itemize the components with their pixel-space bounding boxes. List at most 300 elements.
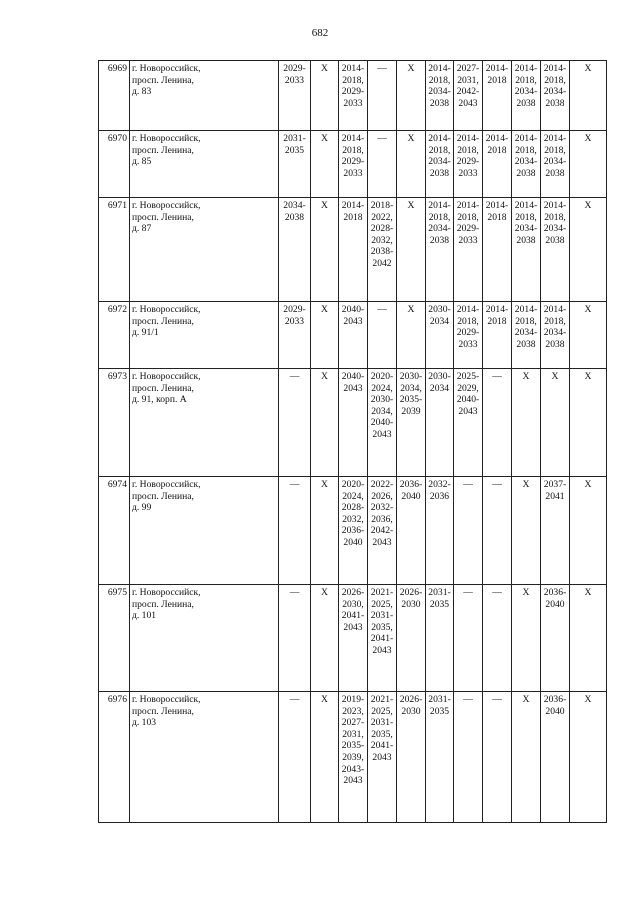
period-cell	[279, 131, 311, 198]
address-line: просп. Ленина,	[132, 315, 194, 327]
period-cell	[368, 61, 397, 131]
period-cell	[279, 585, 311, 692]
period-line: 2033	[284, 74, 305, 86]
period-line: 2023,	[342, 705, 364, 717]
period-line: 2034-	[543, 223, 567, 235]
period-line: X	[321, 304, 328, 315]
row-number-cell: 6971	[99, 198, 130, 302]
period-line: —	[377, 133, 387, 144]
period-line: 2024,	[371, 382, 393, 394]
period-line: 2027-	[456, 63, 480, 74]
period-line: 2027-	[341, 717, 365, 729]
period-cell	[483, 585, 512, 692]
period-cell	[483, 131, 512, 198]
period-line: 2025,	[371, 598, 393, 610]
period-line: 2043	[372, 644, 392, 656]
period-line: 2038	[284, 211, 305, 223]
period-cell	[541, 302, 570, 369]
period-line: 2020-	[370, 371, 394, 382]
period-line: 2034-	[428, 223, 451, 235]
period-line: 2035,	[371, 621, 393, 633]
period-line: X	[321, 371, 328, 382]
period-cell	[483, 302, 512, 369]
period-line: 2043	[372, 751, 392, 763]
period-line: X	[551, 371, 559, 382]
period-cell	[279, 198, 311, 302]
period-cell	[512, 302, 541, 369]
period-cell	[454, 198, 483, 302]
period-line: X	[407, 304, 415, 315]
period-line: —	[492, 479, 502, 490]
period-line: 2018	[487, 144, 507, 156]
period-line: 2018,	[515, 144, 537, 156]
period-cell	[397, 692, 426, 823]
period-line: 2037-	[543, 479, 567, 490]
period-cell	[368, 131, 397, 198]
period-line: X	[584, 371, 592, 382]
period-line: X	[584, 694, 592, 705]
period-cell	[339, 477, 368, 585]
period-cell	[311, 585, 339, 692]
period-line: 2043	[343, 775, 363, 787]
period-line: 2030	[401, 705, 421, 717]
period-line: 2014-	[341, 133, 365, 144]
period-line: 2038	[429, 167, 450, 179]
period-line: 2021-	[370, 694, 394, 705]
address-line: г. Новороссийск,	[132, 200, 201, 211]
period-line: 2038	[545, 97, 565, 109]
period-line: —	[463, 587, 473, 598]
period-line: 2014-	[485, 200, 509, 211]
period-line: 2043	[343, 621, 363, 633]
period-line: 2030	[401, 598, 421, 610]
period-cell	[541, 692, 570, 823]
period-cell	[397, 131, 426, 198]
period-line: 2038	[516, 234, 536, 246]
period-line: 2030,	[342, 598, 364, 610]
period-line: 2040-	[341, 371, 365, 382]
period-line: 2019-	[341, 694, 365, 705]
period-line: 2014-	[543, 133, 567, 144]
period-line: 2014-	[514, 63, 538, 74]
period-line: 2025-	[456, 371, 480, 382]
period-line: 2035,	[371, 728, 393, 740]
table-row	[99, 131, 607, 198]
period-line: 2014-	[428, 133, 451, 144]
period-line: 2042-	[370, 525, 394, 537]
period-line: 2039	[401, 405, 421, 417]
period-cell	[368, 477, 397, 585]
period-line: —	[289, 694, 300, 705]
period-cell	[454, 369, 483, 477]
period-cell	[426, 302, 454, 369]
address-line: просп. Ленина,	[132, 382, 194, 394]
period-cell	[397, 369, 426, 477]
period-cell	[311, 198, 339, 302]
period-line: 2014-	[485, 63, 509, 74]
period-line: 2042-	[456, 86, 480, 98]
period-cell	[279, 302, 311, 369]
period-cell	[483, 692, 512, 823]
period-line: 2014-	[428, 200, 451, 211]
period-cell	[512, 585, 541, 692]
period-cell	[397, 61, 426, 131]
period-line: 2031,	[342, 728, 364, 740]
period-line: 2035-	[341, 740, 365, 752]
period-cell	[311, 369, 339, 477]
period-cell	[339, 585, 368, 692]
period-line: 2030-	[428, 371, 451, 382]
period-line: 2026-	[399, 587, 423, 598]
period-line: 2014-	[341, 200, 365, 211]
period-line: 2014-	[341, 63, 365, 74]
period-line: 2018,	[342, 144, 364, 156]
period-line: 2014-	[456, 133, 480, 144]
period-line: 2038-	[370, 246, 394, 258]
period-cell	[570, 369, 607, 477]
period-cell	[454, 131, 483, 198]
table-row	[99, 692, 607, 823]
period-cell	[397, 302, 426, 369]
address-cell	[130, 131, 279, 198]
address-cell	[130, 302, 279, 369]
period-cell	[512, 692, 541, 823]
address-line: просп. Ленина,	[132, 598, 194, 610]
period-line: 2014-	[485, 133, 509, 144]
period-cell	[339, 131, 368, 198]
period-line: 2034	[429, 382, 450, 394]
period-line: 2033	[343, 97, 363, 109]
period-line: 2040	[545, 598, 565, 610]
period-line: —	[377, 63, 387, 74]
period-line: 2033	[458, 167, 478, 179]
period-cell	[311, 61, 339, 131]
address-cell	[130, 198, 279, 302]
period-line: X	[522, 587, 530, 598]
address-line: г. Новороссийск,	[132, 371, 201, 382]
period-line: X	[584, 200, 592, 211]
period-line: 2036-	[543, 587, 567, 598]
period-cell	[512, 369, 541, 477]
period-cell	[483, 61, 512, 131]
period-line: 2018,	[544, 211, 566, 223]
period-line: 2018,	[428, 144, 451, 156]
period-cell	[311, 302, 339, 369]
period-cell	[570, 692, 607, 823]
period-line: 2038	[516, 167, 536, 179]
row-number-cell: 6976	[99, 692, 130, 823]
period-cell	[426, 369, 454, 477]
address-line: д. 83	[132, 86, 152, 98]
period-line: 2018	[487, 211, 507, 223]
address-line: просп. Ленина,	[132, 211, 194, 223]
period-line: 2018	[487, 74, 507, 86]
period-line: 2022,	[371, 211, 393, 223]
period-line: 2038	[545, 234, 565, 246]
period-line: 2032-	[428, 479, 451, 490]
page-number: 682	[311, 27, 329, 39]
period-line: 2043	[372, 536, 392, 548]
address-line: г. Новороссийск,	[132, 694, 201, 705]
period-line: —	[377, 304, 387, 315]
period-line: 2029-	[283, 63, 306, 74]
table-body	[99, 61, 607, 823]
period-cell	[454, 477, 483, 585]
period-line: 2031-	[428, 587, 451, 598]
table-row	[99, 369, 607, 477]
period-line: 2014-	[456, 304, 480, 315]
period-line: —	[289, 371, 300, 382]
period-cell	[570, 198, 607, 302]
period-line: 2018,	[342, 74, 364, 86]
period-line: 2035	[429, 598, 450, 610]
period-cell	[426, 198, 454, 302]
period-line: 2028-	[341, 502, 365, 514]
period-line: 2029-	[283, 304, 306, 315]
period-line: 2014-	[543, 304, 567, 315]
period-line: 2034,	[371, 405, 393, 417]
period-cell	[570, 61, 607, 131]
period-line: 2035-	[399, 394, 423, 406]
address-cell	[130, 692, 279, 823]
period-cell	[512, 198, 541, 302]
period-line: 2014-	[543, 200, 567, 211]
period-cell	[339, 369, 368, 477]
period-line: —	[492, 694, 502, 705]
period-line: X	[407, 200, 415, 211]
period-cell	[454, 61, 483, 131]
period-line: 2030-	[399, 371, 423, 382]
period-line: 2018,	[428, 74, 451, 86]
table-row	[99, 477, 607, 585]
period-cell	[512, 131, 541, 198]
period-cell	[541, 61, 570, 131]
period-line: X	[522, 479, 530, 490]
period-line: 2020-	[341, 479, 365, 490]
period-cell	[570, 131, 607, 198]
period-line: 2033	[458, 234, 478, 246]
row-number-cell: 6973	[99, 369, 130, 477]
address-cell	[130, 369, 279, 477]
period-line: X	[321, 694, 328, 705]
period-line: 2029,	[457, 382, 479, 394]
table-row	[99, 302, 607, 369]
period-line: —	[492, 371, 502, 382]
period-line: X	[584, 133, 592, 144]
period-line: 2034-	[428, 156, 451, 168]
period-line: 2028-	[370, 223, 394, 235]
period-line: 2014-	[456, 200, 480, 211]
period-cell	[426, 61, 454, 131]
table-row	[99, 198, 607, 302]
period-cell	[279, 477, 311, 585]
period-line: 2018,	[544, 74, 566, 86]
period-line: 2040	[343, 536, 363, 548]
period-line: 2036,	[371, 513, 393, 525]
table-row	[99, 585, 607, 692]
address-cell	[130, 61, 279, 131]
address-cell	[130, 585, 279, 692]
period-line: 2038	[545, 167, 565, 179]
period-line: 2024,	[342, 490, 364, 502]
period-line: 2030-	[428, 304, 451, 315]
period-line: 2040-	[341, 304, 365, 315]
period-line: 2036-	[399, 479, 423, 490]
period-cell	[483, 477, 512, 585]
period-line: 2043-	[341, 763, 365, 775]
period-line: 2043	[458, 97, 478, 109]
address-line: г. Новороссийск,	[132, 133, 201, 144]
period-line: 2035	[429, 705, 450, 717]
period-line: 2018,	[457, 144, 479, 156]
period-line: 2018,	[544, 315, 566, 327]
period-line: 2031-	[370, 610, 394, 622]
period-cell	[541, 585, 570, 692]
period-line: 2038	[516, 338, 536, 350]
period-line: —	[289, 479, 300, 490]
period-line: —	[289, 587, 300, 598]
period-line: 2038	[545, 338, 565, 350]
address-line: д. 99	[132, 502, 152, 514]
period-cell	[570, 585, 607, 692]
address-line: г. Новороссийск,	[132, 63, 201, 74]
period-cell	[541, 198, 570, 302]
period-line: 2029-	[341, 86, 365, 98]
period-cell	[397, 477, 426, 585]
period-line: X	[321, 200, 328, 211]
period-line: 2033	[343, 167, 363, 179]
period-cell	[541, 131, 570, 198]
period-line: 2041	[545, 490, 565, 502]
period-line: X	[407, 133, 415, 144]
period-line: X	[522, 371, 530, 382]
period-line: 2031-	[370, 717, 394, 729]
address-line: просп. Ленина,	[132, 490, 194, 502]
period-line: 2040-	[370, 417, 394, 429]
address-line: д. 91/1	[132, 327, 159, 339]
period-line: 2032,	[371, 234, 393, 246]
period-cell	[426, 477, 454, 585]
period-line: X	[522, 694, 530, 705]
period-line: 2014-	[485, 304, 509, 315]
period-cell	[339, 198, 368, 302]
address-line: д. 87	[132, 223, 152, 235]
period-line: X	[584, 63, 592, 74]
period-line: 2031-	[283, 133, 306, 144]
period-line: 2014-	[543, 63, 567, 74]
period-line: 2018,	[544, 144, 566, 156]
period-cell	[339, 61, 368, 131]
period-line: 2032-	[370, 502, 394, 514]
period-line: X	[321, 479, 328, 490]
period-line: 2018,	[515, 211, 537, 223]
period-line: 2034-	[543, 156, 567, 168]
period-line: 2018,	[428, 211, 451, 223]
address-line: г. Новороссийск,	[132, 587, 201, 598]
period-line: 2038	[429, 97, 450, 109]
period-line: 2035	[284, 144, 305, 156]
period-line: 2018	[487, 315, 507, 327]
period-line: 2042	[372, 257, 392, 269]
period-line: 2018	[343, 211, 363, 223]
period-line: X	[321, 63, 328, 74]
period-line: 2040-	[456, 394, 480, 406]
period-line: —	[463, 694, 473, 705]
period-cell	[483, 198, 512, 302]
period-line: 2034,	[400, 382, 422, 394]
address-line: просп. Ленина,	[132, 144, 194, 156]
period-line: 2041-	[341, 610, 365, 622]
period-cell	[368, 198, 397, 302]
period-line: 2034-	[283, 200, 306, 211]
period-line: X	[584, 587, 592, 598]
period-cell	[541, 477, 570, 585]
period-cell	[368, 302, 397, 369]
period-cell	[454, 302, 483, 369]
period-line: 2021-	[370, 587, 394, 598]
period-line: 2014-	[514, 200, 538, 211]
period-line: X	[321, 133, 328, 144]
row-number-cell: 6970	[99, 131, 130, 198]
period-line: 2026,	[371, 490, 393, 502]
period-cell	[368, 369, 397, 477]
period-cell	[397, 198, 426, 302]
period-line: 2043	[343, 382, 363, 394]
period-line: 2043	[458, 405, 478, 417]
period-line: 2014-	[514, 133, 538, 144]
period-line: 2032,	[342, 513, 364, 525]
period-cell	[311, 477, 339, 585]
address-line: д. 103	[132, 717, 157, 729]
period-cell	[311, 131, 339, 198]
period-cell	[483, 369, 512, 477]
period-line: 2033	[458, 338, 478, 350]
period-line: 2043	[372, 428, 392, 440]
period-line: 2031,	[457, 74, 479, 86]
row-number-cell: 6969	[99, 61, 130, 131]
period-cell	[512, 61, 541, 131]
address-line: г. Новороссийск,	[132, 304, 201, 315]
period-cell	[541, 369, 570, 477]
table-row	[99, 61, 607, 131]
period-cell	[454, 585, 483, 692]
address-line: просп. Ленина,	[132, 74, 194, 86]
row-number-cell: 6974	[99, 477, 130, 585]
address-line: д. 85	[132, 156, 152, 168]
row-number-cell: 6972	[99, 302, 130, 369]
address-line: д. 91, корп. А	[132, 394, 187, 406]
period-cell	[279, 369, 311, 477]
period-cell	[512, 477, 541, 585]
row-number-cell: 6975	[99, 585, 130, 692]
period-line: 2038	[516, 97, 536, 109]
period-line: 2036-	[543, 694, 567, 705]
period-line: 2029-	[456, 156, 480, 168]
address-cell	[130, 477, 279, 585]
address-line: г. Новороссийск,	[132, 479, 201, 490]
period-line: —	[492, 587, 502, 598]
period-line: 2018,	[515, 74, 537, 86]
period-cell	[426, 131, 454, 198]
period-line: 2036	[429, 490, 450, 502]
period-line: 2036-	[341, 525, 365, 537]
period-cell	[339, 692, 368, 823]
period-line: —	[463, 479, 473, 490]
period-line: 2038	[429, 234, 450, 246]
period-line: 2014-	[514, 304, 538, 315]
period-line: 2034-	[428, 86, 451, 98]
period-line: 2018,	[457, 211, 479, 223]
